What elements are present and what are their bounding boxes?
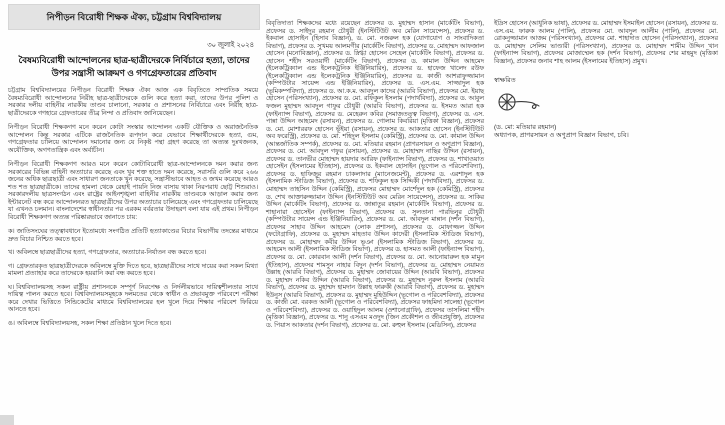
demand-label: ঙ। [8, 319, 15, 327]
organization-title: নিপীড়ন বিরোধী শিক্ষক ঐক্য, চট্টগ্রাম বিশ্ববিদ্যালয় [46, 12, 222, 22]
demand-text: বিশ্ববিদ্যালয়সহ সকল রাষ্ট্রীয় প্রশাসনকে সম্পূর্ণ নিরপেক্ষ ও নির্দলীয়ভাবে দায়িত্বশীলতার সাথে দায়িত্ব পালন করতে হবে। বিশ্ববিদ্যালয়সমূহকে দলমতের থেকে স্বাধীন ও প্রভাবমুক্ত পরিবেশে পরীক্ষা করে দেখার ভিত্তিতে সিন্ডিকেটের মাধ্যমে বিশ্ববিদ্যালয়ের হল খুলে দিয়ে শিক্ষার পরিবেশ ফিরিয়ে আনতে হবে। [8, 283, 258, 313]
organization-title-box [8, 4, 260, 30]
signatories-list-part2: ইদ্রিস হোসেন (আধুনিক ভাষা), প্রফেসর ড. মোহাম্মদ ইসমাইল হোসেন (রসায়ন), প্রফেসর ড. এস.এম. ফারুক আলম (পালি), প্রফেসর মো. আবদুল আলীম (পালি), প্রফেসর মো. রোকনুজ্জামান আজম (পরিসংখ্যান), প্রফেসর মো. শাহাদাত হোসেন (পরিসংখ্যান), প্রফেসর ড. মোহাম্মদ সেলিম ভাণ্ডারী (পরিসংখ্যান), প্রফেসর ড. মোহাম্মদ শামীম উদ্দিন খান (ফাইন্যান্স বিভাগ), প্রফেসর মোজাম্মেল হক (দর্শন বিভাগ), প্রফেসর শের মাহমুদ (মৃত্তিকা বিজ্ঞান), প্রফেসর জনাব শাহ আলম (ইসলামের ইতিহাস) প্রমুখ। [494, 20, 718, 65]
statement-headline: বৈষম্যবিরোধী আন্দোলনের ছাত্র-ছাত্রীদেরকে নির্বিচারে হত্যা, তাদের উপর সন্ত্রাসী আক্রমণ ও গণগ্রেফতারের প্রতিবাদ [18, 55, 250, 78]
paragraph-1: চট্টগ্রাম বিশ্ববিদ্যালয়ের নিপীড়ন বিরোধী শিক্ষক ঐক্য আজ এক বিবৃতিতে সাম্প্রতিক সময়ে বৈষম্যবিরোধী আন্দোলনের নিরীহ ছাত্র-ছাত্রীদেরকে গুলি করে হত্যা করা, তাদের উপর পুলিশ ও সরকার দলীয় বাহিনীর নারকীয় তাণ্ডব চালানো, সরকার ও প্রশাসনের নির্বিচারে এবং নিরীহ ছাত্র-ছাত্রীদেরকে গণহারে গ্রেফতারের তীব্র নিন্দা ও প্রতিবাদ জানিয়েছেন। [8, 87, 258, 117]
left-column [8, 4, 260, 333]
demand-text: গ্রেফতারকৃত ছাত্রছাত্রীদেরকে অবিলম্বে মুক্তি দিতে হবে, ছাত্রছাত্রীদের সাথে দায়ের করা সকল মিথ্যা মামলা প্রত্যাহার করে তাদেরকে হয়রানি করা বন্ধ করতে হবে। [8, 262, 258, 277]
signatories-list-part1: বিবৃতিদাতা শিক্ষকদের মধ্যে রয়েছেন প্রফেসর ড. মুহাম্মদ হাসান (মার্কেটিং বিভাগ), প্রফেসর ড. সাইদুর রহমান চৌধুরী (ইনস্টিটিউট অব মেরিন সায়েন্সেস), প্রফেসর ড. ইকবাল হোসাইন (হিসাব বিজ্ঞান), ড. মো. নজরুল হক (যোগাযোগ ও সাংবাদিকতা বিভাগ), প্রফেসর ড. সুখময় আলমগীর (মার্কেটিং বিভাগ), প্রফেসর ড. মোহাম্মদ আফজাল হোসেন (মনোবিজ্ঞান), প্রফেসর ড. স্নিগ্ধা হোসেন সেহেল (মার্কেটিং বিভাগ), প্রফেসর ড. হোসেন শহীদ সরওয়ার্দী (মার্কেটিং বিভাগ), প্রফেসর ড. কামাল উদ্দিন আহমেদ (ইলেকট্রিক্যাল এন্ড ইলেকট্রনিক ইঞ্জিনিয়ারিং), প্রফেসর ড. হাফেজ খালেদ রউফ (ইলেকট্রিক্যাল এন্ড ইলেকট্রনিক ইঞ্জিনিয়ারিং), প্রফেসর ড. কাজী আশরাফুজ্জামান (কম্পিউটার সায়েন্স এন্ড ইঞ্জিনিয়ারিং), প্রফেসর ড. এস.এম. সাজ্জাদুল হক (ভূমিকম্পবিদ্যা), প্রফেসর ড. আ.ক.ম. আবদুল কাদের (আরবি বিভাগ), প্রফেসর মো. ইয়াছ হোসেন (পরিসংখ্যান), প্রফেসর ড. মো. রফিকুল ইসলাম (পদার্থবিদ্যা), প্রফেসর ড. আবুল ফজল মুহাম্মদ আবদুল গাফুর চৌধুরী (আরবি বিভাগ), প্রফেসর ড. ইসমত আরা হক (ফাইন্যান্স বিভাগ), প্রফেসর ড. মেহেরুন কবির (সমাজতত্ত্ব বিভাগ), প্রফেসর ড. এস. পান্না উদ্দিন আহমেদ (রসায়ন), প্রফেসর ড. গোলাম কিবরিয়া (মৃত্তিকা বিজ্ঞান), প্রফেসর ড. মো. মোশাররফ হোসেন ভূঁইয়া (রসায়ন), প্রফেসর ড. আকতার হোসেন (ইনস্টিটিউট অব ফরেস্ট্রি), প্রফেসর ড. মো. শহিদুল ইসলাম (কেমিস্ট্রি), প্রফেসর ড. মো. কামাল উদ্দিন (আন্তর্জাতিক সম্পর্ক), প্রফেসর ড. মো. মতিয়ার রহমান (প্রাণরসায়ন ও অণুপ্রাণ বিজ্ঞান), প্রফেসর ড. মো. আবদুল গফুর (রসায়ন), প্রফেসর ড. মোহাম্মদ নাছির উদ্দিন (রসায়ন), প্রফেসর ড. তানভীর মোহাম্মদ হায়দার আরিফ (ফাইন্যান্স বিভাগ), প্রফেসর ড. শাখাওয়াত হোসেইন (ইসলামের ইতিহাস), প্রফেসর ড. ইকবাল হোসাইন (ভূগোল ও পরিবেশবিদ্যা), প্রফেসর ড. হাফিজুর রহমান চাকলাদার (ম্যানেজমেন্ট), প্রফেসর ড. এরশাদুল হক (ইসলামিক স্টাডিজ বিভাগ), প্রফেসর ড. শফিকুল হক সিদ্দিকী (পদার্থবিদ্যা), প্রফেসর ড. মোহাম্মদ তাহসিন উদ্দিন (কেমিস্ট্রি), প্রফেসর মোহাম্মদ মোর্শেদুল হক (কেমিস্ট্রি), প্রফেসর ড. শেখ আক্তারুজ্জামান উদ্দিন (ইনস্টিটিউট অব মেরিন সায়েন্সেস), প্রফেসর ড. সাকির উদ্দিন (মার্কেটিং বিভাগ), প্রফেসর ড. জান্নাতুর রহমান (মার্কেটিং বিভাগ), প্রফেসর ড. শাহানারা হোসেইন (ফাইন্যান্স বিভাগ), প্রফেসর ড. সুলতানা পারভিনুর চৌধুরী (কম্পিউটার সায়েন্স এন্ড ইঞ্জিনিয়ারিং), প্রফেসর ড. মো. আবদুল মান্নান (দর্শন বিভাগ), প্রফেসর সাহাব উদ্দিন আহমেদ (লোক প্রশাসন), প্রফেসর ড. মোফাজ্জল উদ্দিন (ফটোগ্রাফি), প্রফেসর ড. মুহাম্মদ মাহতাব উদ্দিন কাদেরী (ইসলামিক স্টাডিজ বিভাগ), প্রফেসর ড. মোহাম্মদ কবীর উদ্দিন ভূঞা (ইসলামিক স্টাডিজ বিভাগ), প্রফেসর ড. আহমেদ আলী (ইসলামিক স্টাডিজ বিভাগ), প্রফেসর ড. হাসমত আলী (ফাইন্যান্স বিভাগ), প্রফেসর ড. মো. কোরবান আলী (দর্শন বিভাগ), প্রফেসর ড. মো. আনোয়ারুল হক মামুন (ইতিহাস), প্রফেসর শামসুন নাহার বিদুন (দর্শন বিভাগ), প্রফেসর ড. মোহাম্মদ নেয়ামত উল্লাহ (আরবি বিভাগ), প্রফেসর ড. মুহাম্মদ জোবায়ের উদ্দিন (আরবি বিভাগ), প্রফেসর ড. মুহাম্মদ নকিব উদ্দিন (আরবি বিভাগ), প্রফেসর ড. মুহাম্মদ নুরুল ইসলাম (আরবি বিভাগ), প্রফেসর ড. মুহাম্মদ হামদান উল্লাহ ফারুকী (আরবি বিভাগ), প্রফেসর ড. মুহাম্মদ ইউনুস (আরবি বিভাগ), প্রফেসর ড. মুহাম্মদ মুহিউদ্দিন (ভূগোল ও পরিবেশবিদ্যা), প্রফেসর ড. কাজী মো. বরকত আলী (ভূগোল ও পরিবেশবিদ্যা), প্রফেসর ফাহমিদা সালেহা (ভূগোল ও পরিবেশবিদ্যা), প্রফেসর ড. ওয়াহিদুল আলম (ওশানোগ্রাফি), প্রফেসর তাসলিমা শহীদ (মৃত্তিকা বিজ্ঞান), প্রফেসর ড. শানু এসএম মওদুদ (জিন প্রকৌশল ও জীবপ্রযুক্তি), প্রফেসর ড. পিয়াস আকতার (দর্শন বিভাগ), প্রফেসর ড. মো. রুহুল ইসলাম (মেডিসিন), প্রফেসর [266, 20, 484, 329]
paragraph-3: নিপীড়ন বিরোধী শিক্ষকগণ আরও মনে করেন কোটাবিরোধী ছাত্র-আন্দোলনকে দমন করার জন্য সরকারের বিভিন্ন বাহিনী অত্যাচার করেছে এবং খুব শক্ত হাতে দমন করেছে, সরাসরি গুলি করে ২৬৬ জনের অধিক ছাত্রছাত্রী এবং সাধারণ জনতাকে খুন করেছে, সন্ত্রাসীভাবে আহত ও জখম করেছে আরও শত শত ছাত্রছাত্রীকে। তাদের হামলা থেকে রেহাই পায়নি নিজ বাসায় থাকা নিরপরাধ ছোট্ট শিশুরাও। সরকারদলীয় ছাত্রসংগঠন এবং রাষ্ট্রের আইনশৃঙ্খলা বাহিনীর নারকীয় তাণ্ডবকে আড়াল করার জন্য ইন্টারনেট বন্ধ করে আন্দোলনরত ছাত্রছাত্রীদের উপর অত্যাচার চালিয়েছে এবং গণগ্রেফতার চালিয়েছে যা এখনও চলমান। বাংলাদেশের স্বাধীনতার পর এরকম বর্বরতার উদাহরণ বলা যায় এই প্রথম। নিপীড়ন বিরোধী শিক্ষকগণ অত্যন্ত পরিষ্কারভাবে জানাতে চায়: [8, 161, 258, 221]
date-line: ৩০ জুলাই ২০২৪ [207, 42, 254, 49]
demand-label: গ। [8, 262, 15, 270]
demand-label: খ। [8, 249, 15, 256]
demand-item-gha [8, 284, 258, 314]
demand-item-uma [8, 320, 258, 328]
demand-item-kha [8, 249, 258, 257]
right-column [494, 20, 718, 140]
demand-text: জাতিসংঘের তত্ত্বাবধানে ইতোমধ্যে সংগঠিত প্রতিটি হত্যাকাণ্ডের বিচার বিভাগীয় তদন্তের মাধ্যমে দ্রুত বিচার নিশ্চিত করতে হবে। [8, 228, 258, 243]
demand-label: ক। [8, 228, 15, 235]
middle-column [266, 20, 484, 329]
signed-label: স্বাক্ষরিত [494, 77, 516, 85]
paragraph-2: নিপীড়ন বিরোধী শিক্ষকগণ মনে করেন কোটা সংস্কার আন্দোলন একটি যৌক্তিক ও অরাজনৈতিক আন্দোলন কিন্তু সরকার এটিকে রাজনৈতিক রূপদান করে যেভাবে শিক্ষার্থীদেরকে হত্যা, গুম, গণগ্রেফতার চালিয়ে আন্দোলন দমানোর জন্য যে নিকৃষ্ট পন্থা গ্রহণ করেছে তা অত্যন্ত দুঃখজনক, অযৌক্তিক, অগণতান্ত্রিক এবং অর্বাচীন। [8, 124, 258, 154]
scan-corner-artifact [0, 415, 14, 425]
signer-title: অধ্যাপক, প্রাণরসায়ন ও অণুপ্রাণ বিজ্ঞান বিভাগ, চবি। [494, 132, 629, 140]
signature-scribble-icon [496, 88, 718, 120]
signer-name: (ড. মো: মতিয়ার রহমান) [494, 124, 557, 132]
demand-text: অবিলম্বে বিশ্ববিদ্যালয়সহ, সকল শিক্ষা প্রতিষ্ঠান খুলে দিতে হবে। [16, 319, 172, 327]
demand-item-ka [8, 228, 258, 243]
demand-label: ঘ। [8, 283, 15, 291]
demand-text: অবিলম্বে ছাত্রছাত্রীদের হত্যা, গণগ্রেফতার, অত্যাচার-নির্যাতন বন্ধ করতে হবে। [16, 249, 207, 256]
demand-item-ga [8, 263, 258, 278]
